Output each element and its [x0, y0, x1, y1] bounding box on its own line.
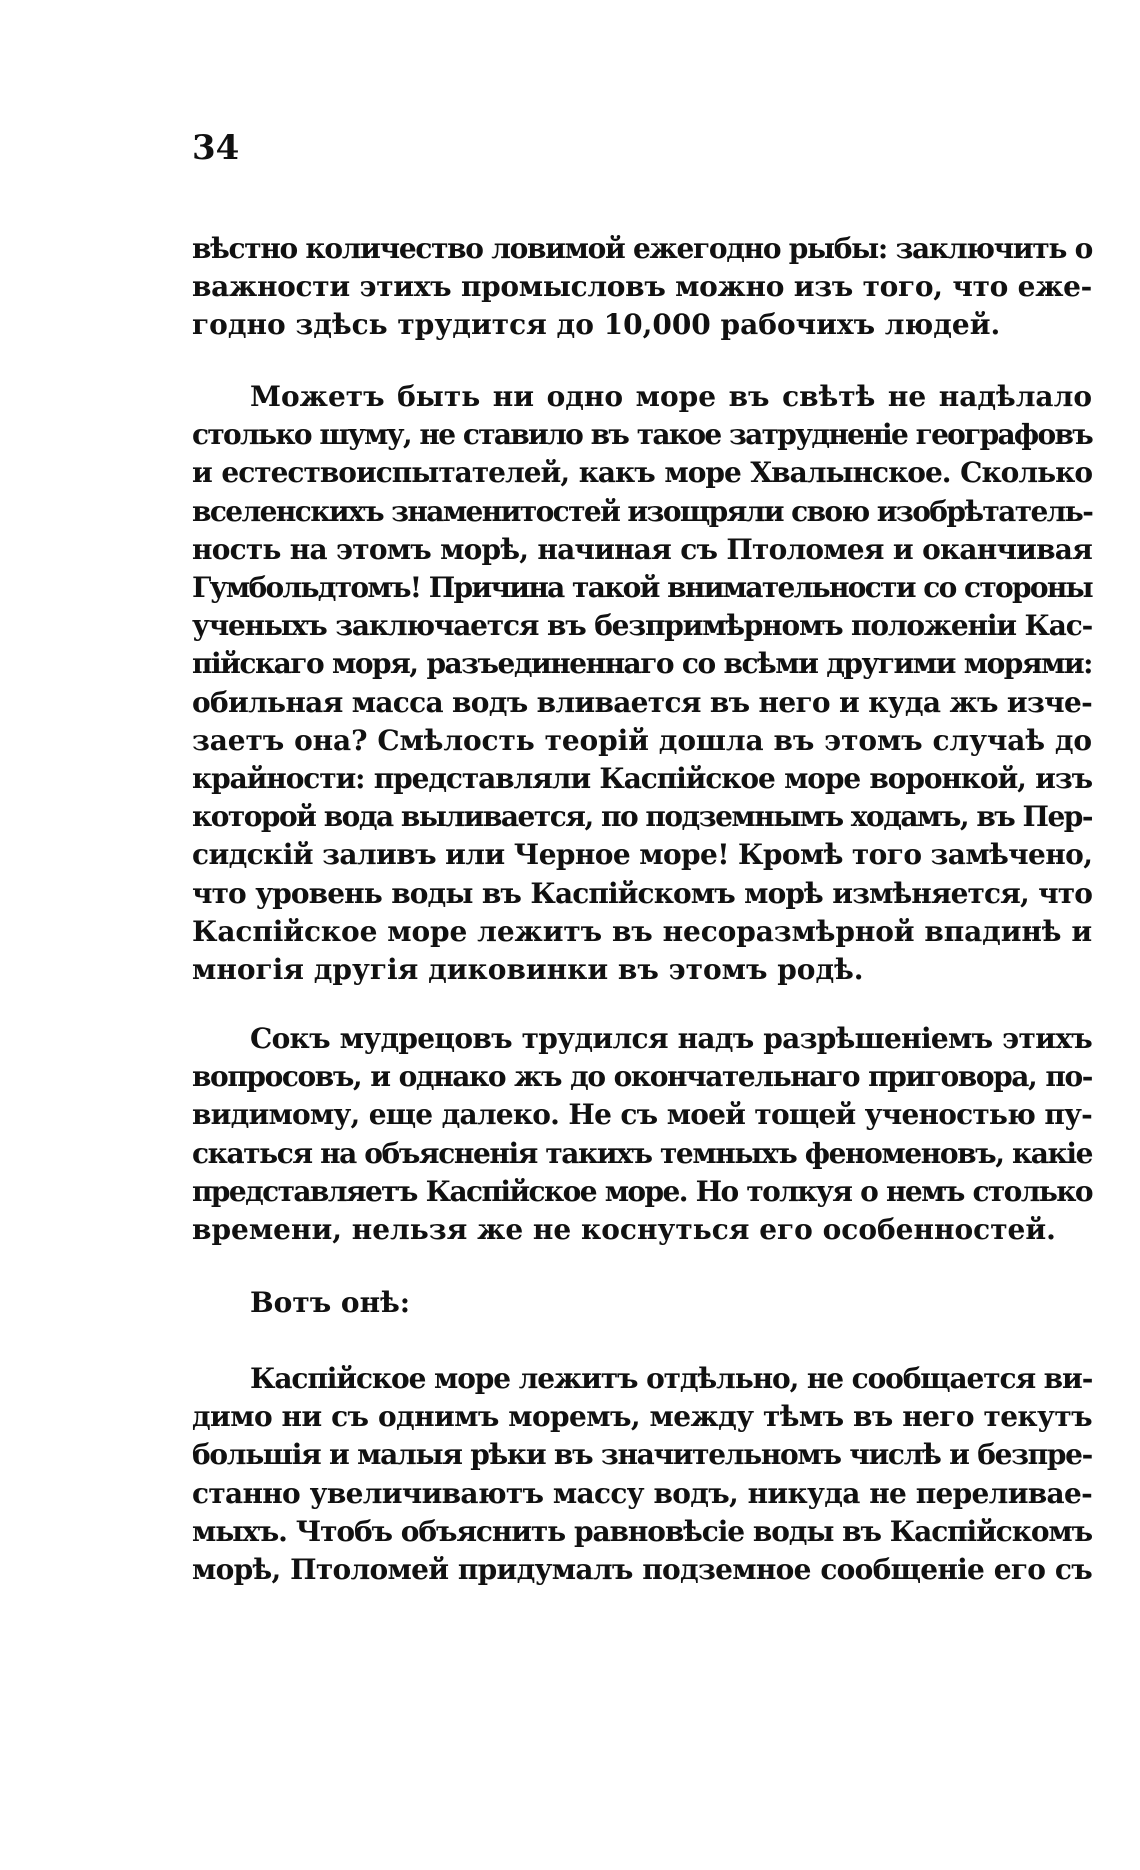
text-line: Каспійское море лежитъ отдѣльно, не сообщается ви-: [250, 1362, 1093, 1395]
text-line: Каспійское море лежитъ въ несоразмѣрной впадинѣ и: [192, 914, 1092, 948]
paragraph-here-they-are: [192, 1284, 1092, 1322]
text-line: столько шуму, не ставило въ такое затрудненіе географовъ: [192, 418, 1092, 452]
paragraph-continuation: [192, 230, 1092, 345]
text-line: ность на этомъ морѣ, начиная съ Птоломея и оканчивая: [192, 532, 1092, 566]
text-line: сидскій заливъ или Черное море! Кромѣ того замѣчено,: [192, 838, 1093, 872]
text-line: вѣстно количество ловимой ежегодно рыбы: заключить о: [192, 232, 1092, 265]
page-number: 34: [192, 128, 240, 168]
text-line: морѣ, Птоломей придумалъ подземное сообщеніе его съ: [192, 1553, 1092, 1587]
text-line: важности этихъ промысловъ можно изъ того, что еже-: [192, 270, 1092, 304]
paragraph-caspian-isolated: [192, 1360, 1092, 1589]
text-line: видимому, еще далеко. Не съ моей тощей ученостью пу-: [192, 1098, 1092, 1132]
text-line: пійскаго моря, разъединеннаго со всѣми другими морями:: [192, 647, 1092, 681]
text-line: и естествоиспытателей, какъ море Хвалынское. Сколько: [192, 456, 1092, 490]
text-line: годно здѣсь трудится до 10,000 рабочихъ людей.: [192, 308, 1001, 342]
paragraph-caspian-sea-fame: [192, 378, 1092, 989]
text-line: что уровень воды въ Каспійскомъ морѣ измѣняется, что: [192, 876, 1092, 910]
text-line: которой вода выливается, по подземнымъ ходамъ, въ Пер-: [192, 800, 1092, 834]
text-line: скаться на объясненія такихъ темныхъ феноменовъ, какіе: [192, 1136, 1092, 1170]
text-line: многія другія диковинки въ этомъ родѣ.: [192, 953, 864, 987]
text-line: димо ни съ однимъ моремъ, между тѣмъ въ него текутъ: [192, 1400, 1092, 1434]
text-line: Гумбольдтомъ! Причина такой внимательности со стороны: [192, 571, 1092, 605]
text-line: представляетъ Каспійское море. Но толкуя о немъ столько: [192, 1174, 1092, 1208]
text-line: станно увеличиваютъ массу водъ, никуда не переливае-: [192, 1476, 1092, 1510]
text-line: крайности: представляли Каспійское море воронкой, изъ: [192, 762, 1092, 796]
text-line: Можетъ быть ни одно море въ свѣтѣ не надѣлало: [250, 380, 1092, 413]
text-line: заетъ она? Смѣлость теорій дошла въ этомъ случаѣ до: [192, 723, 1092, 757]
text-line: обильная масса водъ вливается въ него и куда жъ изче-: [192, 685, 1092, 719]
text-line: вселенскихъ знаменитостей изощряли свою изобрѣтатель-: [192, 494, 1093, 528]
text-line: Вотъ онѣ:: [250, 1286, 411, 1319]
text-line: ученыхъ заключается въ безпримѣрномъ положеніи Кас-: [192, 609, 1092, 643]
text-line: времени, нельзя же не коснуться его особенностей.: [192, 1213, 1056, 1247]
text-line: Сокъ мудрецовъ трудился надъ разрѣшеніемъ этихъ: [250, 1022, 1092, 1055]
text-line: вопросовъ, и однако жъ до окончательнаго приговора, по-: [192, 1060, 1092, 1094]
text-line: мыхъ. Чтобъ объяснить равновѣсіе воды въ Каспійскомъ: [192, 1514, 1092, 1548]
paragraph-sages-questions: [192, 1020, 1092, 1249]
text-line: большія и малыя рѣки въ значительномъ числѣ и безпре-: [192, 1438, 1092, 1472]
